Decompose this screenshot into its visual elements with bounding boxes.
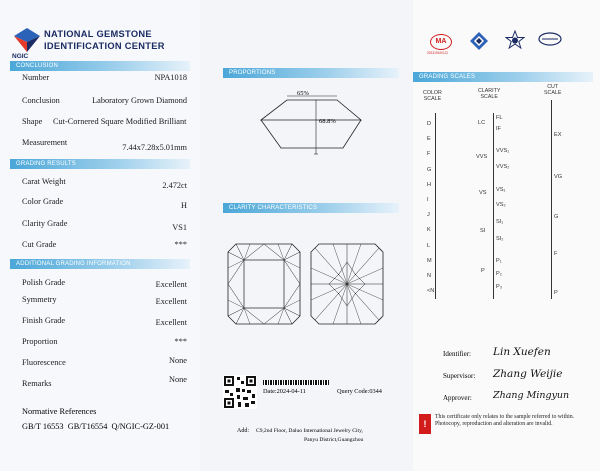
clarity-scale-header: CLARITY SCALE bbox=[478, 88, 501, 100]
cut-grade: P bbox=[554, 290, 558, 296]
color-grade: <N bbox=[427, 288, 435, 295]
row-value: *** bbox=[174, 240, 187, 249]
proportions-bar: PROPORTIONS bbox=[223, 68, 399, 78]
clarity-group: P bbox=[481, 268, 485, 274]
clarity-grade: IF bbox=[496, 126, 501, 132]
clarity-grade: VVS₁ bbox=[496, 148, 510, 154]
references-text: GB/T 16553 GB/T16554 Q/NGIC-GZ-001 bbox=[22, 422, 170, 431]
clarity-grade: P₂ bbox=[496, 271, 502, 277]
supervisor-signature: Zhang Weijie bbox=[493, 368, 563, 380]
row-label: Measurement bbox=[22, 138, 68, 147]
row-value: NPA1018 bbox=[154, 73, 187, 82]
org-title-line2: IDENTIFICATION CENTER bbox=[44, 41, 165, 51]
clarity-grade: FL bbox=[496, 115, 503, 121]
row-value: H bbox=[181, 201, 187, 210]
supervisor-label: Supervisor: bbox=[443, 372, 476, 380]
row-label: Clarity Grade bbox=[22, 219, 68, 228]
star-seal-icon bbox=[505, 30, 525, 52]
clarity-group: LC bbox=[478, 120, 486, 126]
color-grade-list bbox=[427, 117, 434, 299]
query-code: Query Code:0344 bbox=[337, 388, 382, 395]
disclaimer-text: This certificate only relates to the sample referred to within. Photocopy, reproduction and alteration are invalid. bbox=[435, 414, 575, 427]
report-date: Date:2024-04-11 bbox=[263, 388, 306, 395]
middle-panel bbox=[201, 0, 413, 471]
color-grade: H bbox=[427, 181, 432, 188]
clarity-grade: VS₂ bbox=[496, 202, 506, 208]
clarity-group: SI bbox=[480, 228, 486, 234]
row-value: None bbox=[169, 375, 187, 384]
cut-grade: G bbox=[554, 214, 559, 220]
row-label: Conclusion bbox=[22, 96, 60, 105]
address-label: Add: bbox=[237, 428, 249, 434]
cut-grade: F bbox=[554, 251, 558, 257]
row-label: Proportion bbox=[22, 337, 58, 346]
cut-grade: EX bbox=[554, 132, 562, 138]
row-label: Polish Grade bbox=[22, 278, 66, 287]
qr-code-icon[interactable] bbox=[223, 375, 257, 409]
clarity-grade: P₃ bbox=[496, 284, 503, 290]
row-label: Symmetry bbox=[22, 295, 57, 304]
clarity-grade: VS₁ bbox=[496, 187, 506, 193]
color-grade: G bbox=[427, 166, 432, 173]
cut-grade: VG bbox=[554, 174, 563, 180]
crown-plot-diagram bbox=[226, 242, 302, 326]
row-label: Carat Weight bbox=[22, 177, 66, 186]
row-value: Excellent bbox=[155, 318, 187, 327]
row-value: Laboratory Grown Diamond bbox=[92, 96, 187, 105]
identifier-label: Identifier: bbox=[443, 350, 471, 358]
row-label: Cut Grade bbox=[22, 240, 57, 249]
right-panel bbox=[413, 0, 600, 471]
brand-short: NGIC bbox=[12, 53, 29, 60]
address-line2: Panyu District,Guangzhou bbox=[304, 437, 364, 443]
color-grade: D bbox=[427, 121, 432, 127]
grading-scales-bar: GRADING SCALES bbox=[413, 72, 593, 82]
row-value: Cut-Cornered Square Modified Brilliant bbox=[53, 117, 187, 126]
color-grade: E bbox=[427, 136, 431, 143]
color-grade: L bbox=[427, 242, 431, 249]
clarity-grade: SI₁ bbox=[496, 219, 504, 225]
barcode bbox=[263, 380, 329, 385]
color-grade: N bbox=[427, 273, 432, 280]
row-label: Color Grade bbox=[22, 197, 64, 206]
clarity-scale-line bbox=[493, 113, 494, 299]
depth-percentage: 68.8% bbox=[319, 118, 336, 125]
cut-scale-header: CUT SCALE bbox=[544, 84, 562, 96]
cma-logo: MA bbox=[430, 34, 452, 50]
row-value: Excellent bbox=[155, 280, 187, 289]
table-percentage: 65% bbox=[297, 90, 309, 97]
references-title: Normative References bbox=[22, 407, 97, 416]
pavilion-plot-diagram bbox=[309, 242, 385, 326]
color-grade: K bbox=[427, 227, 431, 234]
ngic-logo-icon bbox=[14, 28, 40, 52]
color-grade: M bbox=[427, 257, 432, 264]
color-grade: J bbox=[427, 212, 430, 219]
row-value: Excellent bbox=[155, 297, 187, 306]
row-label: Shape bbox=[22, 117, 43, 126]
address-line1: C9,2nd Floor, Daluo International Jewelry City, bbox=[256, 428, 363, 434]
cut-scale-line bbox=[551, 100, 552, 299]
proportions-diagram bbox=[256, 90, 366, 160]
row-value: None bbox=[169, 356, 187, 365]
additional-bar: ADDITIONAL GRADING INFORMATION bbox=[10, 259, 190, 269]
row-label: Finish Grade bbox=[22, 316, 66, 325]
color-grade: F bbox=[427, 151, 431, 158]
row-value: *** bbox=[174, 337, 187, 346]
identifier-signature: Lin Xuefen bbox=[493, 346, 551, 358]
row-value: 7.44x7.28x5.01mm bbox=[122, 143, 187, 152]
clarity-group: VS bbox=[479, 190, 487, 196]
clarity-characteristics-bar: CLARITY CHARACTERISTICS bbox=[223, 203, 399, 213]
clarity-grade: P₁ bbox=[496, 258, 502, 264]
approver-signature: Zhang Mingyun bbox=[493, 390, 570, 401]
clarity-grade: VVS₂ bbox=[496, 164, 510, 170]
row-label: Number bbox=[22, 73, 50, 82]
approver-label: Approver: bbox=[443, 394, 472, 402]
conclusion-bar: CONCLUSION bbox=[10, 61, 190, 71]
org-title-line1: NATIONAL GEMSTONE bbox=[44, 29, 152, 39]
testing-oval-icon bbox=[538, 32, 562, 46]
clarity-grade: SI₂ bbox=[496, 236, 504, 242]
grading-results-bar: GRADING RESULTS bbox=[10, 159, 190, 169]
warning-icon: ! bbox=[419, 414, 431, 434]
row-value: 2.472ct bbox=[162, 181, 187, 190]
left-panel bbox=[0, 0, 201, 471]
row-label: Remarks bbox=[22, 379, 52, 388]
ngic-mark-icon bbox=[470, 32, 488, 50]
clarity-group: VVS bbox=[476, 154, 488, 160]
cma-code: 2023191001CI bbox=[427, 51, 448, 55]
row-label: Fluorescence bbox=[22, 358, 66, 367]
color-grade: I bbox=[427, 197, 429, 204]
row-value: VS1 bbox=[172, 223, 187, 232]
color-scale-header: COLOR SCALE bbox=[423, 90, 442, 102]
color-scale-line bbox=[435, 113, 436, 299]
